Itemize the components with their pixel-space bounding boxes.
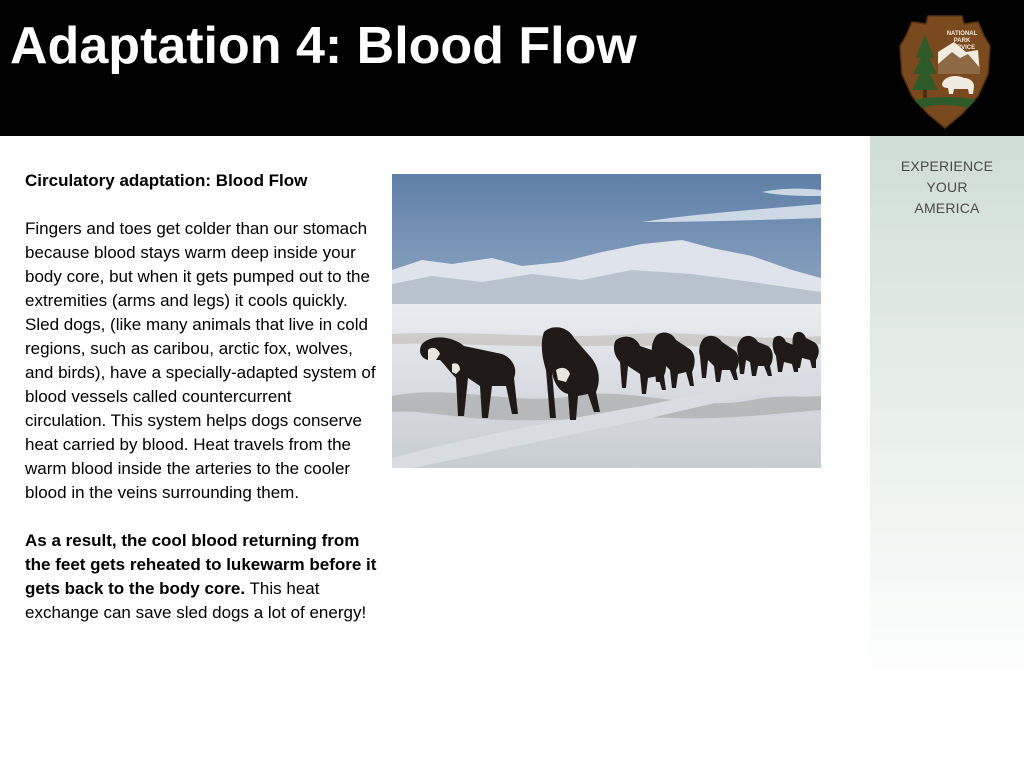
result-bold-text: As a result, the cool blood returning from the feet gets reheated to lukewarm before it gets back to the body core.	[25, 531, 377, 598]
result-rest-text: This heat exchange can save sled dogs a lot of energy!	[25, 579, 367, 622]
tagline-line-3: AMERICA	[914, 200, 980, 216]
nps-arrowhead-logo-icon	[898, 12, 992, 130]
side-panel	[870, 136, 1024, 696]
tagline	[870, 156, 1024, 219]
body-text	[25, 169, 377, 625]
logo-text-park: PARK	[953, 38, 971, 44]
tagline-line-1: EXPERIENCE	[900, 158, 994, 174]
content-result	[25, 529, 377, 625]
logo-text-national: NATIONAL	[946, 31, 978, 37]
tagline-line-2: YOUR	[926, 179, 968, 195]
content-heading: Circulatory adaptation: Blood Flow	[25, 171, 308, 190]
logo-text-service: SERVICE	[948, 45, 976, 51]
slide-title: Adaptation 4: Blood Flow	[10, 17, 637, 75]
content-paragraph: Fingers and toes get colder than our stomach because blood stays warm deep inside your body core, but when it gets pumped out to the extremities (arms and legs) it cools quickly. Sled dogs, (like many animals that live in cold regions, such as caribou, arctic fox, wolves, and birds), have a specially-adapted system of blood vessels called countercurrent circulation. This system helps dogs conserve heat carried by blood. Heat travels from the warm blood inside the arteries to the cooler blood in the veins surrounding them.	[25, 219, 376, 502]
sled-dogs-photo	[392, 174, 821, 468]
title-bar	[0, 0, 1024, 136]
